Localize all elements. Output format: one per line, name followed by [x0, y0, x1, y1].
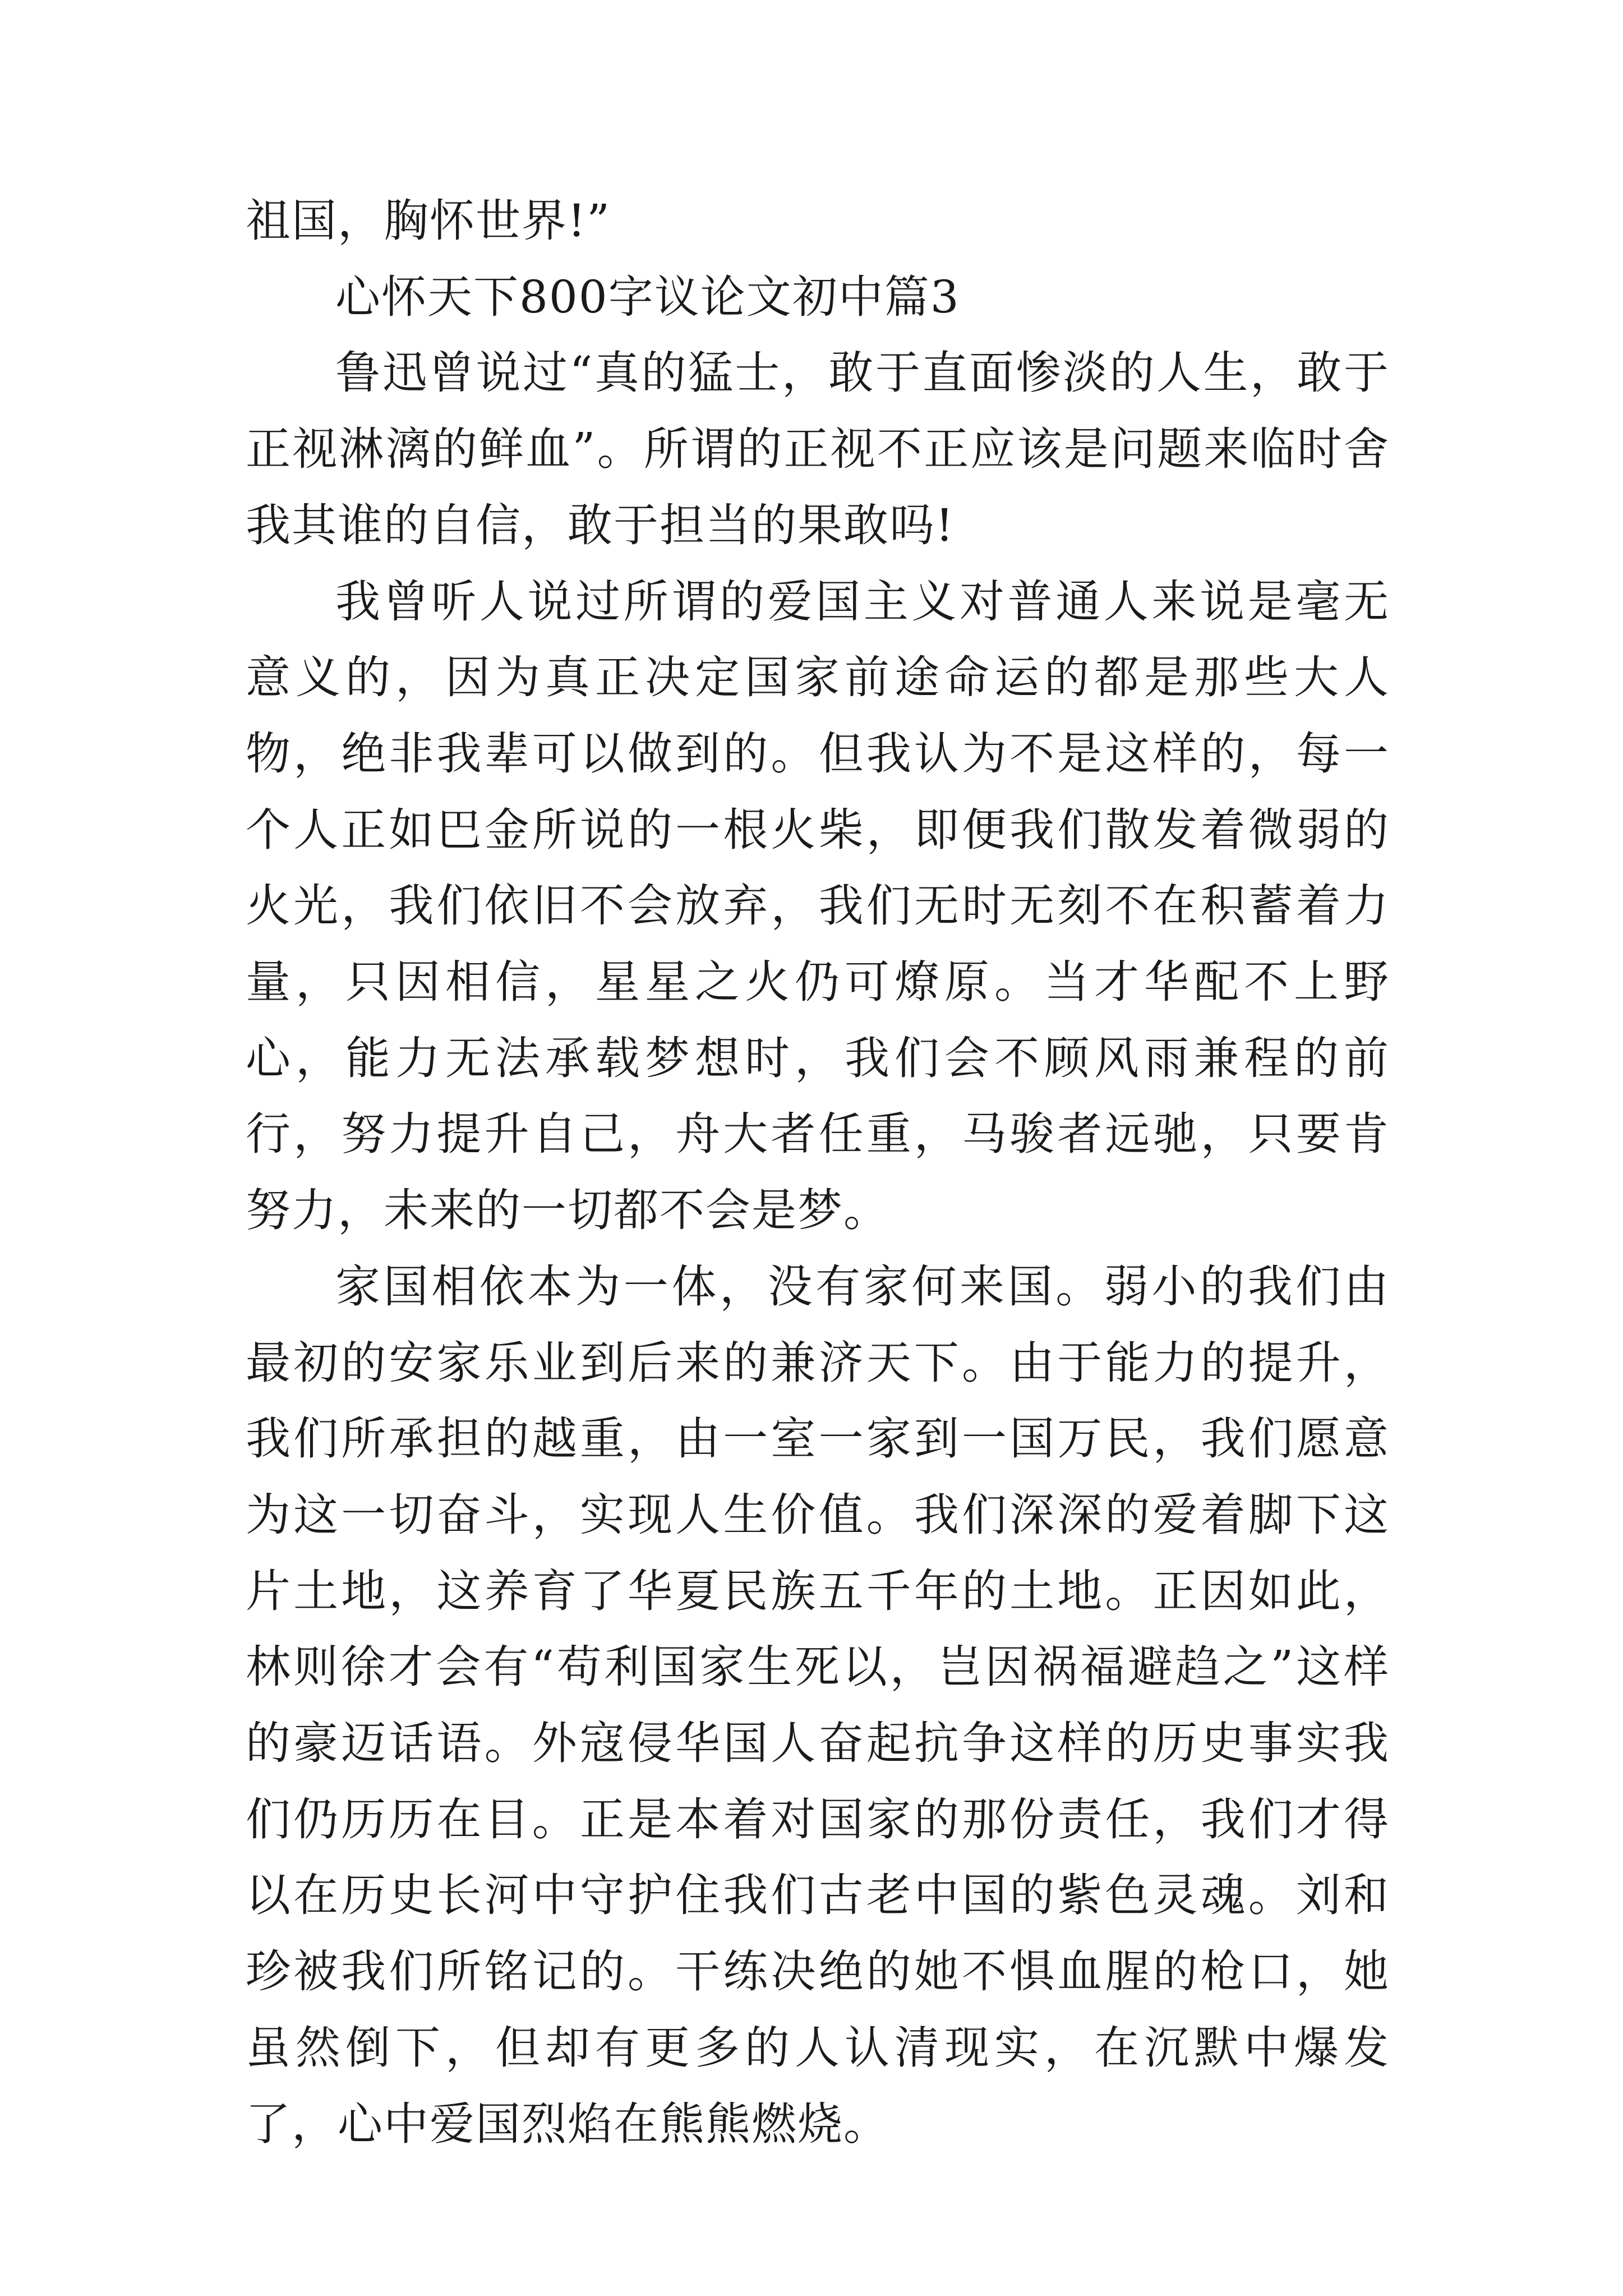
paragraph-lu-xun-quote: 鲁迅曾说过“真的猛士，敢于直面惨淡的人生，敢于正视淋漓的鲜血”。所谓的正视不正应该是问题来临时舍我其谁的自信，敢于担当的果敢吗! [246, 347, 1390, 551]
paragraph-patriotism: 我曾听人说过所谓的爱国主义对普通人来说是毫无意义的，因为真正决定国家前途命运的都是那些大人物，绝非我辈可以做到的。但我认为不是这样的，每一个人正如巴金所说的一根火柴，即便我们散发着微弱的火光，我们依旧不会放弃，我们无时无刻不在积蓄着力量，只因相信，星星之火仍可燎原。当才华配不上野心，能力无法承载梦想时，我们会不顾风雨兼程的前行，努力提升自己，舟大者任重，马骏者远驰，只要肯努力，未来的一切都不会是梦。 [246, 575, 1390, 1237]
paragraph-family-nation: 家国相依本为一体，没有家何来国。弱小的我们由最初的安家乐业到后来的兼济天下。由于能力的提升，我们所承担的越重，由一室一家到一国万民，我们愿意为这一切奋斗，实现人生价值。我们深深的爱着脚下这片土地，这养育了华夏民族五千年的土地。正因如此，林则徐才会有“苟利国家生死以，岂因祸福避趋之”这样的豪迈话语。外寇侵华国人奋起抗争这样的历史事实我们仍历历在目。正是本着对国家的那份责任，我们才得以在历史长河中守护住我们古老中国的紫色灵魂。刘和珍被我们所铭记的。干练决绝的她不惧血腥的枪口，她虽然倒下，但却有更多的人认清现实，在沉默中爆发了，心中爱国烈焰在熊熊燃烧。 [246, 1260, 1390, 2150]
section-heading: 心怀天下800字议论文初中篇3 [335, 270, 960, 323]
continuation-line: 祖国，胸怀世界!” [246, 195, 611, 247]
essay-body [246, 183, 1390, 2162]
